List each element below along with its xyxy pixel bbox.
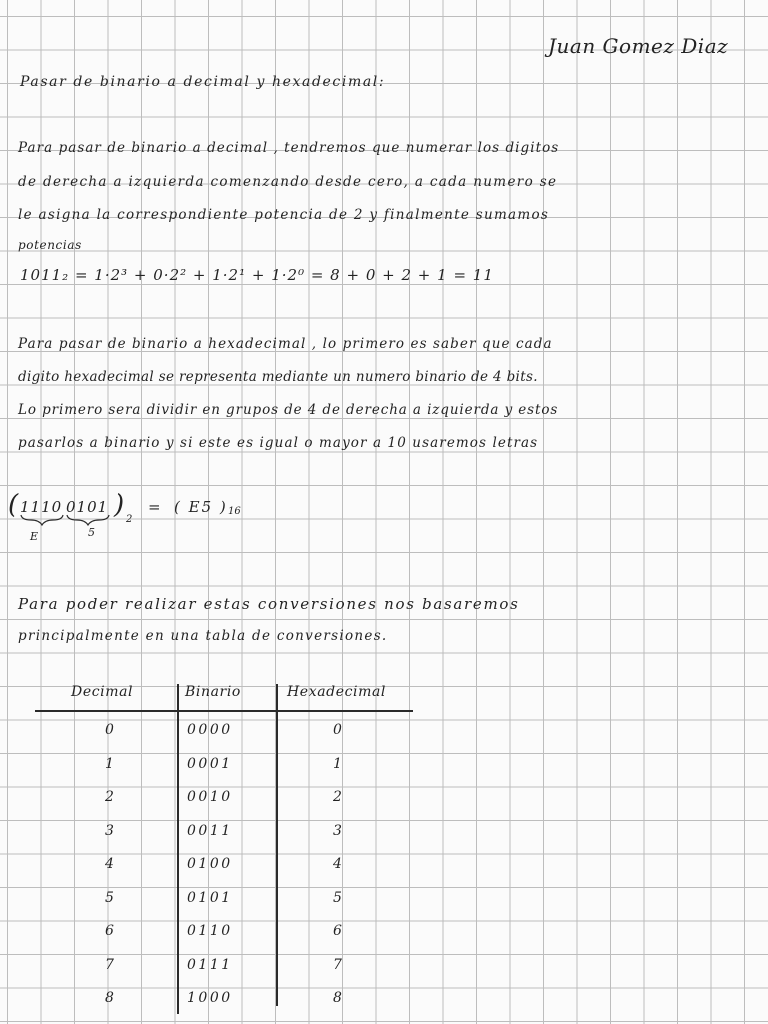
paragraph2-line-1: Para pasar de binario a hexadecimal , lo primero es saber que cada xyxy=(18,336,553,352)
table-cell: 6 xyxy=(105,923,117,939)
table-cell: 7 xyxy=(333,956,345,973)
binary-to-decimal-formula: 1011₂ = 1·2³ + 0·2² + 1·2¹ + 1·2⁰ = 8 + 0 + 2 + 1 = 11 xyxy=(20,266,494,284)
table-cell: 4 xyxy=(105,856,117,872)
table-header-binario: Binario xyxy=(185,684,241,700)
expr-result: ( E5 ) xyxy=(174,498,228,516)
table-cell: 0111 xyxy=(187,956,233,973)
table-cell: 0011 xyxy=(187,822,233,839)
paragraph2-line-4: pasarlos a binario y si este es igual o mayor a 10 usaremos letras xyxy=(18,435,539,451)
table-cell: 0 xyxy=(333,722,345,738)
paragraph2-line-3: Lo primero sera dividir en grupos de 4 de derecha a izquierda y estos xyxy=(18,402,559,418)
author-name: Juan Gomez Diaz xyxy=(548,34,729,58)
binary-to-hex-example xyxy=(8,490,308,550)
paragraph1-line-2: de derecha a izquierda comenzando desde cero, a cada numero se xyxy=(18,174,558,190)
table-cell: 1 xyxy=(105,755,117,772)
table-cell: 6 xyxy=(333,923,345,939)
table-column-divider-1 xyxy=(177,684,179,1014)
table-cell: 5 xyxy=(333,889,345,906)
table-cell: 0100 xyxy=(187,856,233,872)
table-cell: 2 xyxy=(105,789,117,805)
table-header-rule xyxy=(35,710,413,712)
table-cell: 7 xyxy=(105,956,117,973)
table-cell: 1 xyxy=(333,755,345,772)
table-cell: 0110 xyxy=(187,923,233,939)
paragraph1-line-1: Para pasar de binario a decimal , tendremos que numerar los digitos xyxy=(18,140,560,156)
paragraph1-line-3: le asigna la correspondiente potencia de 2 y finalmente sumamos xyxy=(18,207,550,223)
paragraph3-line-1: Para poder realizar estas conversiones nos basaremos xyxy=(18,595,520,613)
paragraph3-line-2: principalmente en una tabla de conversiones. xyxy=(18,628,388,644)
table-cell: 8 xyxy=(333,990,345,1006)
expr-base-in: 2 xyxy=(126,514,133,525)
conversion-table xyxy=(35,684,413,1014)
table-header-hexadecimal: Hexadecimal xyxy=(287,684,387,700)
expr-equals: = xyxy=(148,498,161,516)
expr-group-1: 1110 xyxy=(20,498,63,516)
paragraph2-line-2: digito hexadecimal se representa mediante un numero binario de 4 bits. xyxy=(18,369,538,385)
page-title: Pasar de binario a decimal y hexadecimal: xyxy=(20,74,386,90)
table-cell: 3 xyxy=(105,822,117,839)
expr-close-paren: ) xyxy=(114,490,125,520)
expr-open-paren: ( xyxy=(8,490,19,520)
table-cell: 8 xyxy=(105,990,117,1006)
expr-base-out: 16 xyxy=(228,506,241,517)
table-cell: 0010 xyxy=(187,789,233,805)
underbrace-group-2 xyxy=(66,514,110,526)
table-header-decimal: Decimal xyxy=(71,684,134,700)
expr-label-2: 5 xyxy=(88,526,95,539)
table-cell: 3 xyxy=(333,822,345,839)
underbrace-group-1 xyxy=(20,514,64,526)
table-cell: 0001 xyxy=(187,755,233,772)
expr-group-2: 0101 xyxy=(66,498,109,516)
table-column-divider-2 xyxy=(276,684,278,1006)
table-cell: 0 xyxy=(105,722,117,738)
expr-label-1: E xyxy=(30,530,39,543)
paragraph1-line-4: potencias xyxy=(18,238,82,252)
table-cell: 1000 xyxy=(187,990,233,1006)
table-cell: 0000 xyxy=(187,722,233,738)
table-cell: 2 xyxy=(333,789,345,805)
table-cell: 0101 xyxy=(187,889,233,906)
table-cell: 5 xyxy=(105,889,117,906)
table-cell: 4 xyxy=(333,856,345,872)
